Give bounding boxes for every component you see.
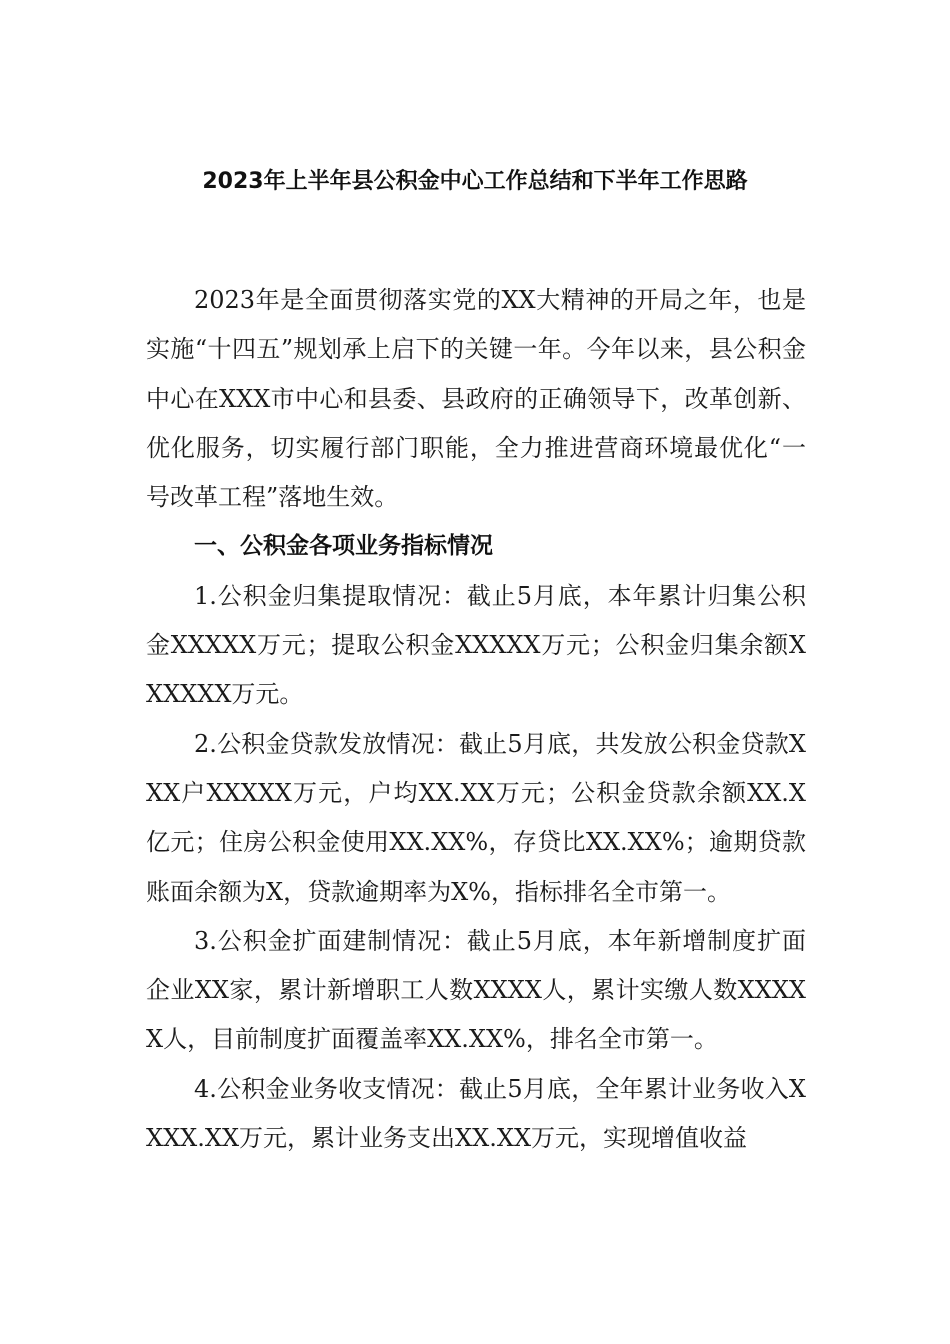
section-heading-1: 一、公积金各项业务指标情况 [194,533,493,560]
item-paragraph-4: 4.公积金业务收支情况：截止5月底，全年累计业务收入XXXX.XX万元，累计业务支出XX.XX万元，实现增值收益 [146,1074,806,1153]
intro-paragraph: 2023年是全面贯彻落实党的XX大精神的开局之年，也是实施“十四五”规划承上启下的关键一年。今年以来，县公积金中心在XXX市中心和县委、县政府的正确领导下，改革创新、优化服务，切实履行部门职能，全力推进营商环境最优化“一号改革工程”落地生效。 [146,286,806,512]
item-paragraph-2: 2.公积金贷款发放情况：截止5月底，共发放公积金贷款XXX户XXXXX万元，户均XX.XX万元；公积金贷款余额XX.X亿元；住房公积金使用XX.XX%，存贷比XX.XX%；逾期贷款账面余额为X，贷款逾期率为X%，指标排名全市第一。 [146,729,806,906]
item-paragraph-3: 3.公积金扩面建制情况：截止5月底，本年新增制度扩面企业XX家，累计新增职工人数XXXX人，累计实缴人数XXXXX人，目前制度扩面覆盖率XX.XX%，排名全市第一。 [146,926,806,1054]
document-body [146,276,806,1163]
document-title: 2023年上半年县公积金中心工作总结和下半年工作思路 [202,169,748,194]
item-paragraph-1: 1.公积金归集提取情况：截止5月底，本年累计归集公积金XXXXX万元；提取公积金XXXXX万元；公积金归集余额XXXXXX万元。 [146,581,806,709]
